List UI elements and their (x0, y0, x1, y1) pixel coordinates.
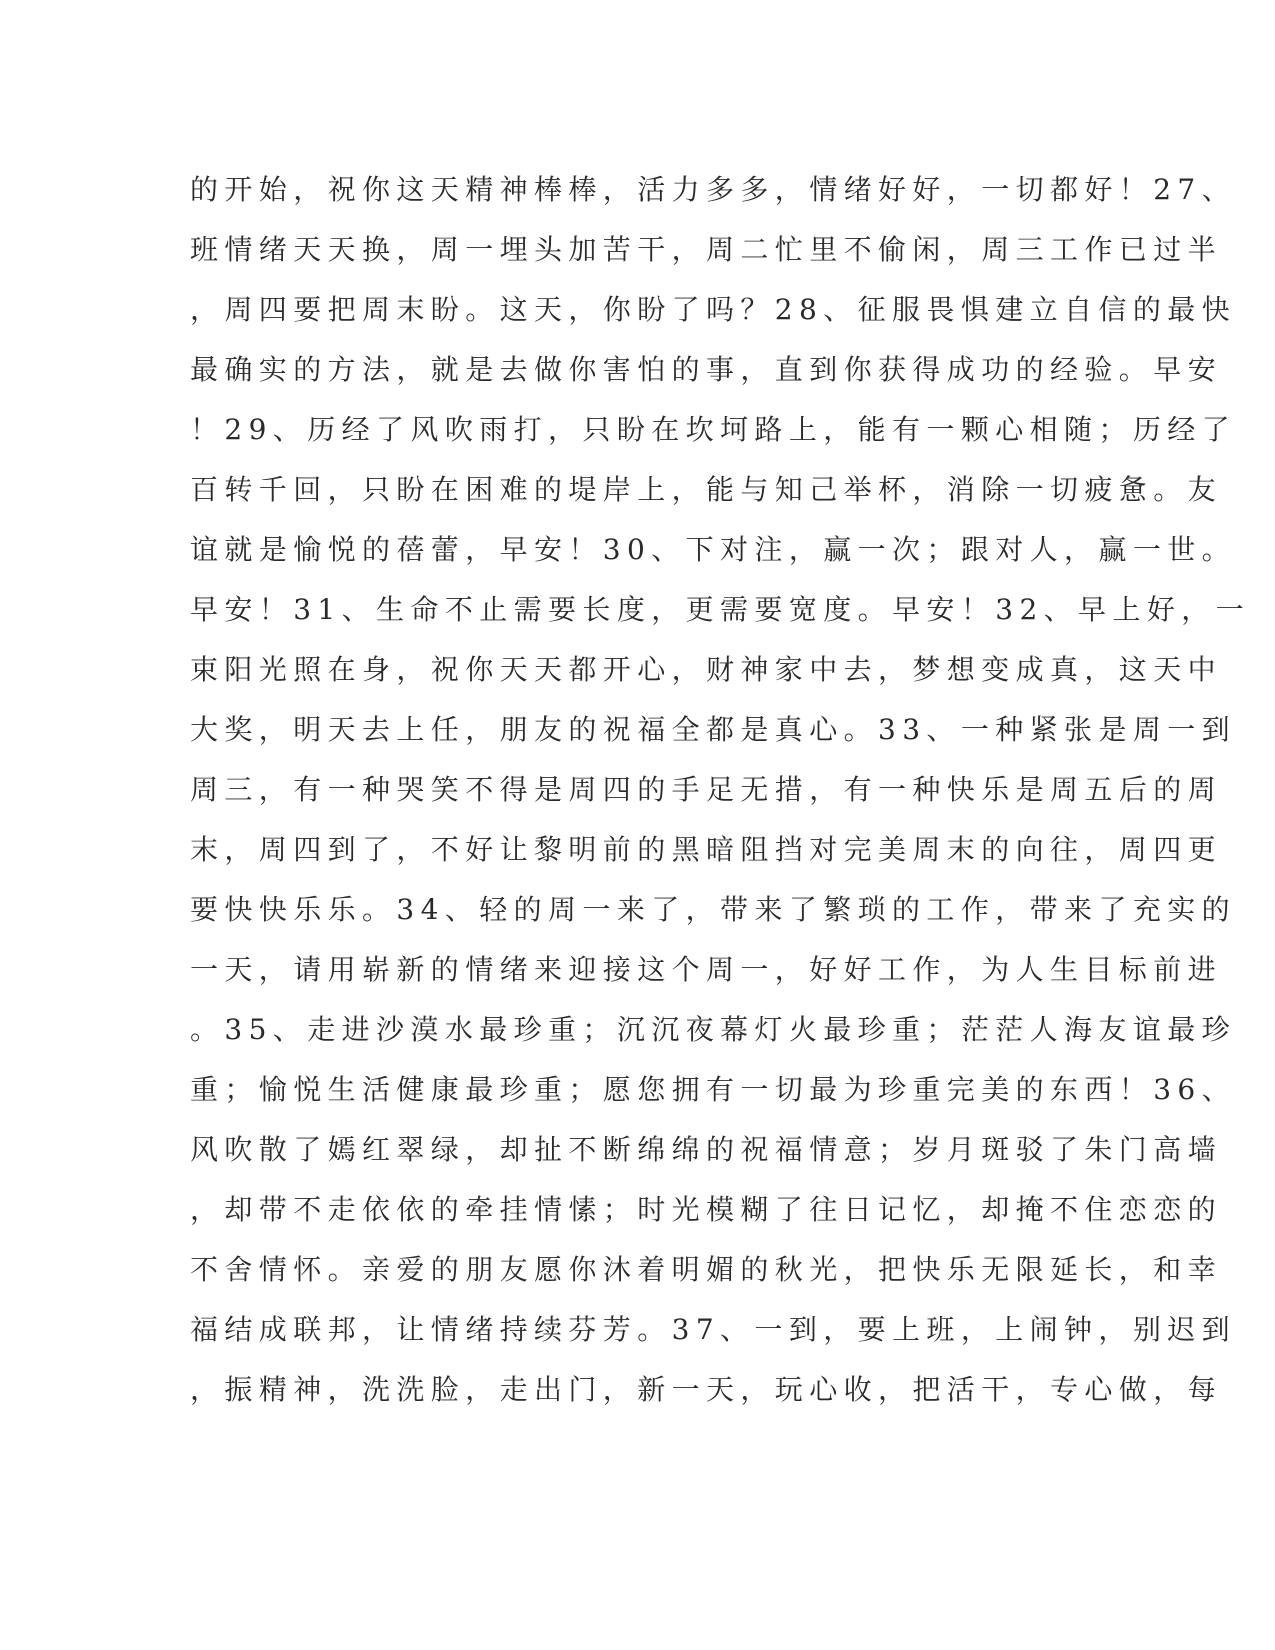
text-line: 束阳光照在身，祝你天天都开心，财神家中去，梦想变成真，这天中 (190, 653, 1223, 686)
text-line: 的开始，祝你这天精神棒棒，活力多多，情绪好好，一切都好！27、 (190, 173, 1237, 206)
text-line: 大奖，明天去上任，朋友的祝福全都是真心。33、一种紧张是周一到 (190, 713, 1237, 746)
text-line: ，却带不走依依的牵挂情愫；时光模糊了往日记忆，却掩不住恋恋的 (190, 1193, 1223, 1226)
text-line: 要快快乐乐。34、轻的周一来了，带来了繁琐的工作，带来了充实的 (190, 893, 1237, 926)
text-line: 早安！31、生命不止需要长度，更需要宽度。早安！32、早上好，一 (190, 593, 1251, 626)
text-line: 重；愉悦生活健康最珍重；愿您拥有一切最为珍重完美的东西！36、 (190, 1073, 1237, 1106)
text-line: 最确实的方法，就是去做你害怕的事，直到你获得成功的经验。早安 (190, 353, 1223, 386)
text-line: 不舍情怀。亲爱的朋友愿你沐着明媚的秋光，把快乐无限延长，和幸 (190, 1253, 1223, 1286)
text-line: 。35、走进沙漠水最珍重；沉沉夜幕灯火最珍重；茫茫人海友谊最珍 (190, 1013, 1237, 1046)
text-line: 周三，有一种哭笑不得是周四的手足无措，有一种快乐是周五后的周 (190, 773, 1223, 806)
text-line: 末，周四到了，不好让黎明前的黑暗阻挡对完美周末的向往，周四更 (190, 833, 1223, 866)
text-line: 风吹散了嫣红翠绿，却扯不断绵绵的祝福情意；岁月斑驳了朱门高墙 (190, 1133, 1223, 1166)
text-line: 班情绪天天换，周一埋头加苦干，周二忙里不偷闲，周三工作已过半 (190, 233, 1223, 266)
text-line: ！29、历经了风吹雨打，只盼在坎坷路上，能有一颗心相随；历经了 (190, 413, 1237, 446)
text-line: 百转千回，只盼在困难的堤岸上，能与知己举杯，消除一切疲惫。友 (190, 473, 1223, 506)
text-line: ，振精神，洗洗脸，走出门，新一天，玩心收，把活干，专心做，每 (190, 1373, 1223, 1406)
text-line: 福结成联邦，让情绪持续芬芳。37、一到，要上班，上闹钟，别迟到 (190, 1313, 1237, 1346)
text-line: 一天，请用崭新的情绪来迎接这个周一，好好工作，为人生目标前进 (190, 953, 1223, 986)
text-line: ，周四要把周末盼。这天，你盼了吗？28、征服畏惧建立自信的最快 (190, 293, 1237, 326)
text-line: 谊就是愉悦的蓓蕾，早安！30、下对注，赢一次；跟对人，赢一世。 (190, 533, 1237, 566)
body-text (190, 160, 1251, 1420)
